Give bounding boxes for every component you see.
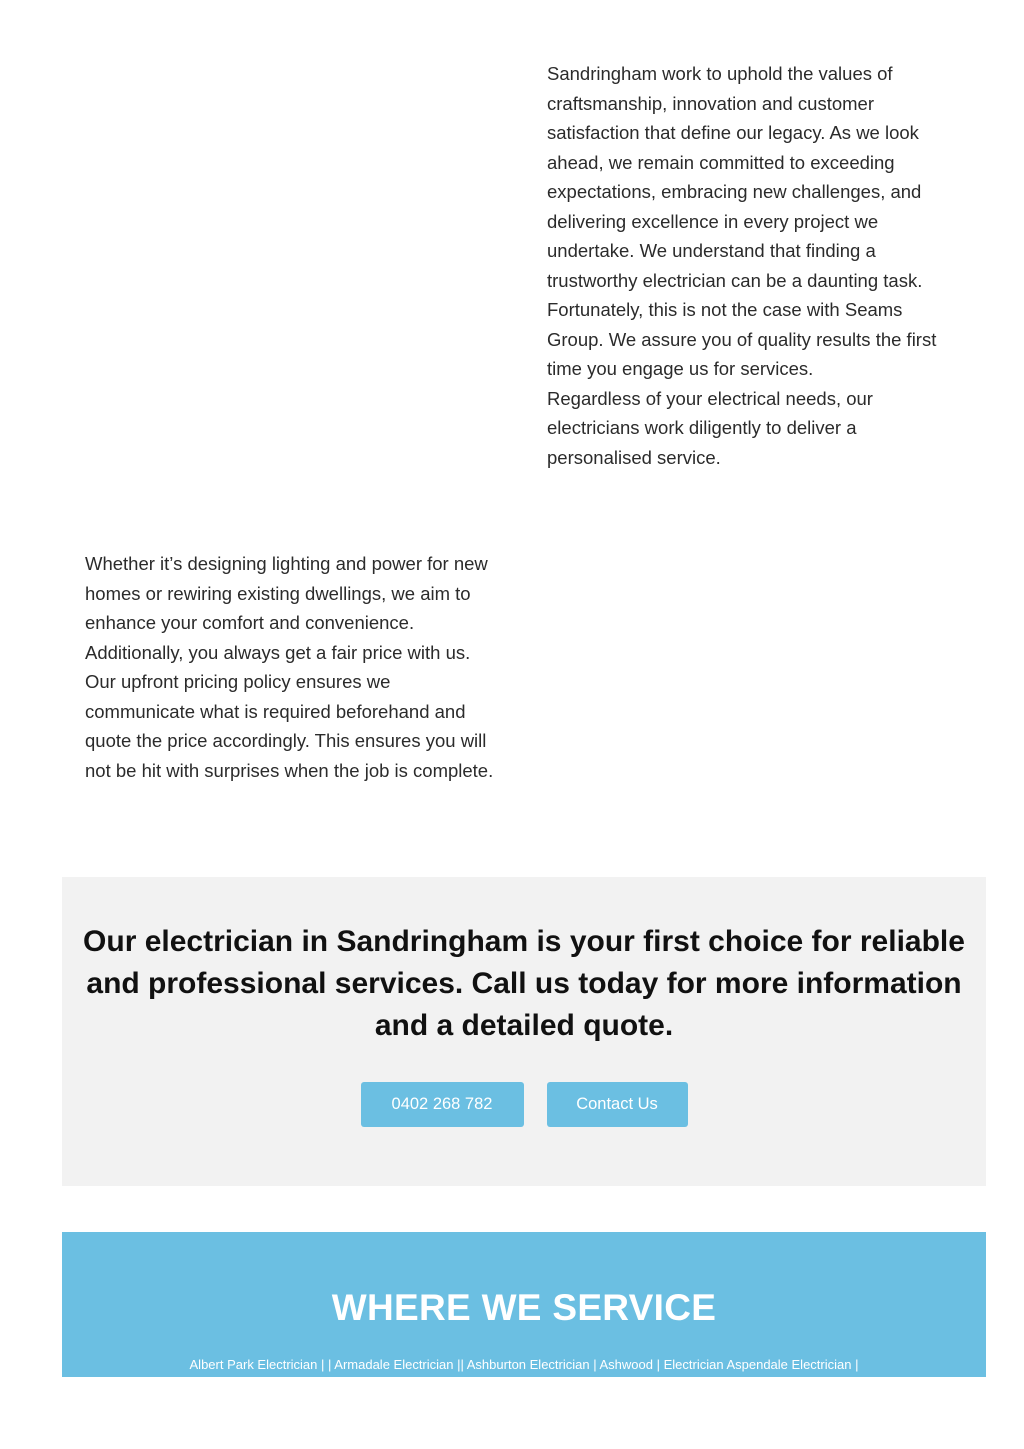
- link-ashwood[interactable]: Ashwood: [599, 1357, 653, 1372]
- link-separator: |: [851, 1357, 859, 1372]
- link-separator: |: [589, 1357, 600, 1372]
- link-albert-park-electrician[interactable]: Albert Park Electrician: [189, 1357, 318, 1372]
- link-ashburton-electrician[interactable]: Ashburton Electrician: [466, 1357, 590, 1372]
- link-separator: |: [652, 1357, 664, 1372]
- pricing-paragraph: Whether it’s designing lighting and power for new homes or rewiring existing dwellings, we aim to enhance your comfort and convenience. Additionally, you always get a fair price with us. Our upfront pricing policy ensures we communicate what is required beforehand and quote the price accordingly. This ensures you will not be hit with surprises when the job is complete.: [85, 553, 494, 781]
- service-area-heading: WHERE WE SERVICE: [331, 1287, 717, 1328]
- service-area-section: [62, 1232, 986, 1377]
- cta-heading: Our electrician in Sandringham is your first choice for reliable and professional services. Call us today for more information and a detailed quote.: [83, 925, 965, 1042]
- intro-text-block: [547, 59, 959, 472]
- link-aspendale-electrician[interactable]: Electrician Aspendale Electrician: [663, 1357, 852, 1372]
- intro-paragraph-values: Sandringham work to uphold the values of craftsmanship, innovation and customer satisfaction that define our legacy. As we look ahead, we remain committed to exceeding expectations, embracing new challenges, and delivering excellence in every project we undertake. We understand that finding a trustworthy electrician can be a daunting task. Fortunately, this is not the case with Seams Group. We assure you of quality results the first time you engage us for services.: [547, 63, 937, 379]
- pricing-text-block: [85, 549, 497, 785]
- call-to-action-section: [62, 877, 986, 1186]
- contact-us-button[interactable]: Contact Us: [547, 1082, 688, 1127]
- link-separator: ||: [453, 1357, 467, 1372]
- link-separator: | |: [317, 1357, 335, 1372]
- intro-paragraph-needs: Regardless of your electrical needs, our electricians work diligently to deliver a personalised service.: [547, 387, 873, 468]
- phone-button[interactable]: 0402 268 782: [361, 1082, 524, 1127]
- link-armadale-electrician[interactable]: Armadale Electrician: [334, 1357, 454, 1372]
- cta-button-group: [62, 1082, 986, 1127]
- service-area-links: [62, 1356, 986, 1374]
